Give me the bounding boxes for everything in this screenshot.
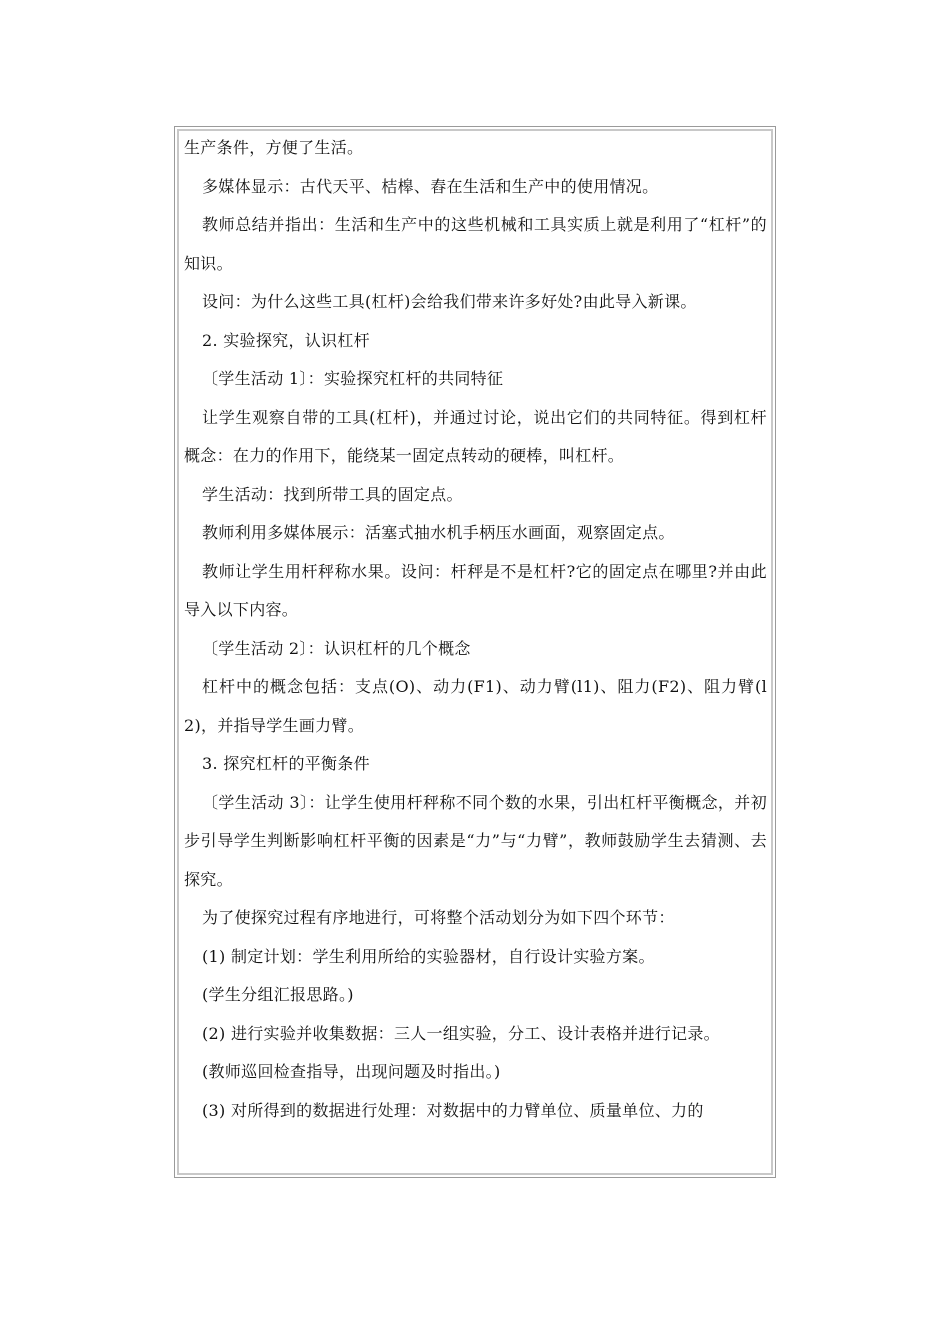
document-table-frame — [174, 126, 776, 1178]
student-activity-1-heading: 〔学生活动 1〕：实验探究杠杆的共同特征 — [202, 369, 504, 388]
document-table-cell — [177, 129, 773, 1175]
paragraph-4: 设问：为什么这些工具(杠杆)会给我们带来许多好处?由此导入新课。 — [202, 292, 697, 311]
step-3-paragraph: (3) 对所得到的数据进行处理：对数据中的力臂单位、质量单位、力的 — [202, 1100, 704, 1120]
paragraph-19: (教师巡回检查指导，出现问题及时指出。) — [202, 1062, 501, 1081]
student-activity-3-paragraph: 〔学生活动 3〕：让学生使用杆秤称不同个数的水果，引出杠杆平衡概念，并初步引导学生判断影响杠杆平衡的因素是“力”与“力臂”，教师鼓励学生去猜测、去探究。 — [184, 792, 767, 889]
paragraph-17: (学生分组汇报思路。) — [202, 985, 354, 1004]
paragraph-8: 学生活动：找到所带工具的固定点。 — [202, 484, 463, 504]
paragraph-10: 教师让学生用杆秤称水果。设问：杆秤是不是杠杆?它的固定点在哪里?并由此导入以下内容。 — [184, 561, 767, 619]
paragraph-3: 教师总结并指出：生活和生产中的这些机械和工具实质上就是利用了“杠杆”的知识。 — [184, 215, 767, 273]
paragraph-1: 生产条件，方便了生活。 — [184, 138, 364, 157]
paragraph-7: 让学生观察自带的工具(杠杆)，并通过讨论，说出它们的共同特征。得到杠杆概念：在力的作用下，能绕某一固定点转动的硬棒，叫杠杆。 — [184, 407, 767, 465]
paragraph-15: 为了使探究过程有序地进行，可将整个活动划分为如下四个环节： — [202, 908, 675, 927]
step-2-paragraph: (2) 进行实验并收集数据：三人一组实验，分工、设计表格并进行记录。 — [202, 1023, 720, 1043]
step-1-paragraph: (1) 制定计划：学生利用所给的实验器材，自行设计实验方案。 — [202, 946, 655, 966]
paragraph-2: 多媒体显示：古代天平、桔槔、舂在生活和生产中的使用情况。 — [202, 176, 659, 196]
section-heading-2: 2. 实验探究，认识杠杆 — [202, 330, 370, 350]
paragraph-9: 教师利用多媒体展示：活塞式抽水机手柄压水画面，观察固定点。 — [202, 523, 675, 542]
student-activity-2-heading: 〔学生活动 2〕：认识杠杆的几个概念 — [202, 638, 471, 658]
section-heading-3: 3. 探究杠杆的平衡条件 — [202, 754, 370, 773]
paragraph-12: 杠杆中的概念包括：支点(O)、动力(F1)、动力臂(l1)、阻力(F2)、阻力臂(l2)，并指导学生画力臂。 — [184, 677, 767, 735]
